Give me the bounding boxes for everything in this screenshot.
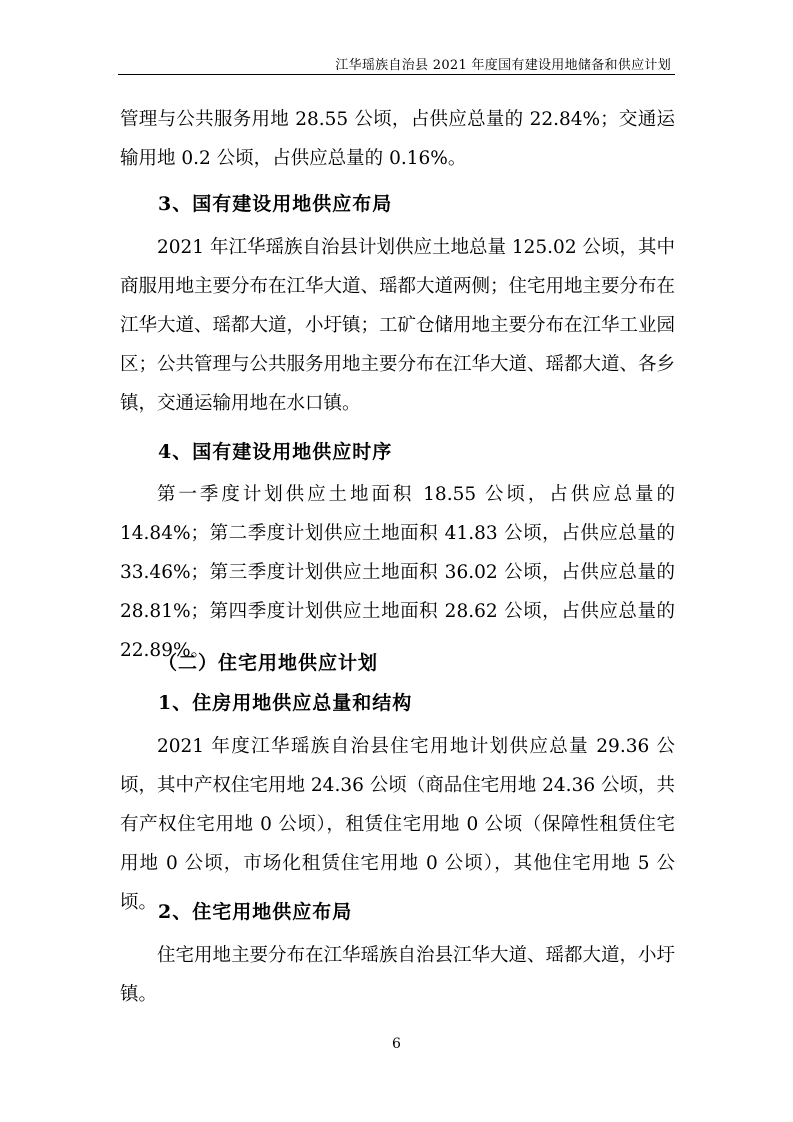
paragraph-housing-total: 2021 年度江华瑶族自治县住宅用地计划供应总量 29.36 公顷，其中产权住宅用地 24.36 公顷（商品住宅用地 24.36 公顷，共有产权住宅用地 0 公顷），租赁住宅用地 0 公顷（保障性租赁住宅用地 0 公顷，市场化租赁住宅用地 0 公顷），其他住宅用地 5 公顷。	[120, 736, 675, 913]
paragraph-supply-timing: 第一季度计划供应土地面积 18.55 公顷，占供应总量的 14.84%；第二季度计划供应土地面积 41.83 公顷，占供应总量的 33.46%；第三季度计划供应土地面积 36.02 公顷，占供应总量的 28.81%；第四季度计划供应土地面积 28.62 公顷，占供应总量的 22.89%。	[120, 484, 675, 661]
page-number: 6	[392, 1036, 401, 1052]
paragraph-housing-layout: 住宅用地主要分布在江华瑶族自治县江华大道、瑶都大道，小圩镇。	[120, 945, 676, 1005]
heading-housing-total: 1、住房用地供应总量和结构	[158, 692, 413, 714]
heading-supply-layout: 3、国有建设用地供应布局	[158, 193, 393, 215]
paragraph-supply-layout: 2021 年江华瑶族自治县计划供应土地总量 125.02 公顷，其中商服用地主要分布在江华大道、瑶都大道两侧；住宅用地主要分布在江华大道、瑶都大道，小圩镇；工矿仓储用地主要分布在江华工业园区；公共管理与公共服务用地主要分布在江华大道、瑶都大道、各乡镇，交通运输用地在水口镇。	[120, 237, 676, 414]
header-rule	[118, 74, 675, 75]
heading-supply-timing: 4、国有建设用地供应时序	[158, 441, 393, 463]
running-header: 江华瑶族自治县 2021 年度国有建设用地储备和供应计划	[335, 58, 671, 73]
heading-residential-plan: （二）住宅用地供应计划	[158, 652, 379, 674]
paragraph-intro: 管理与公共服务用地 28.55 公顷，占供应总量的 22.84%；交通运输用地 0.2 公顷，占供应总量的 0.16%。	[120, 109, 675, 169]
heading-housing-layout: 2、住宅用地供应布局	[158, 901, 353, 923]
